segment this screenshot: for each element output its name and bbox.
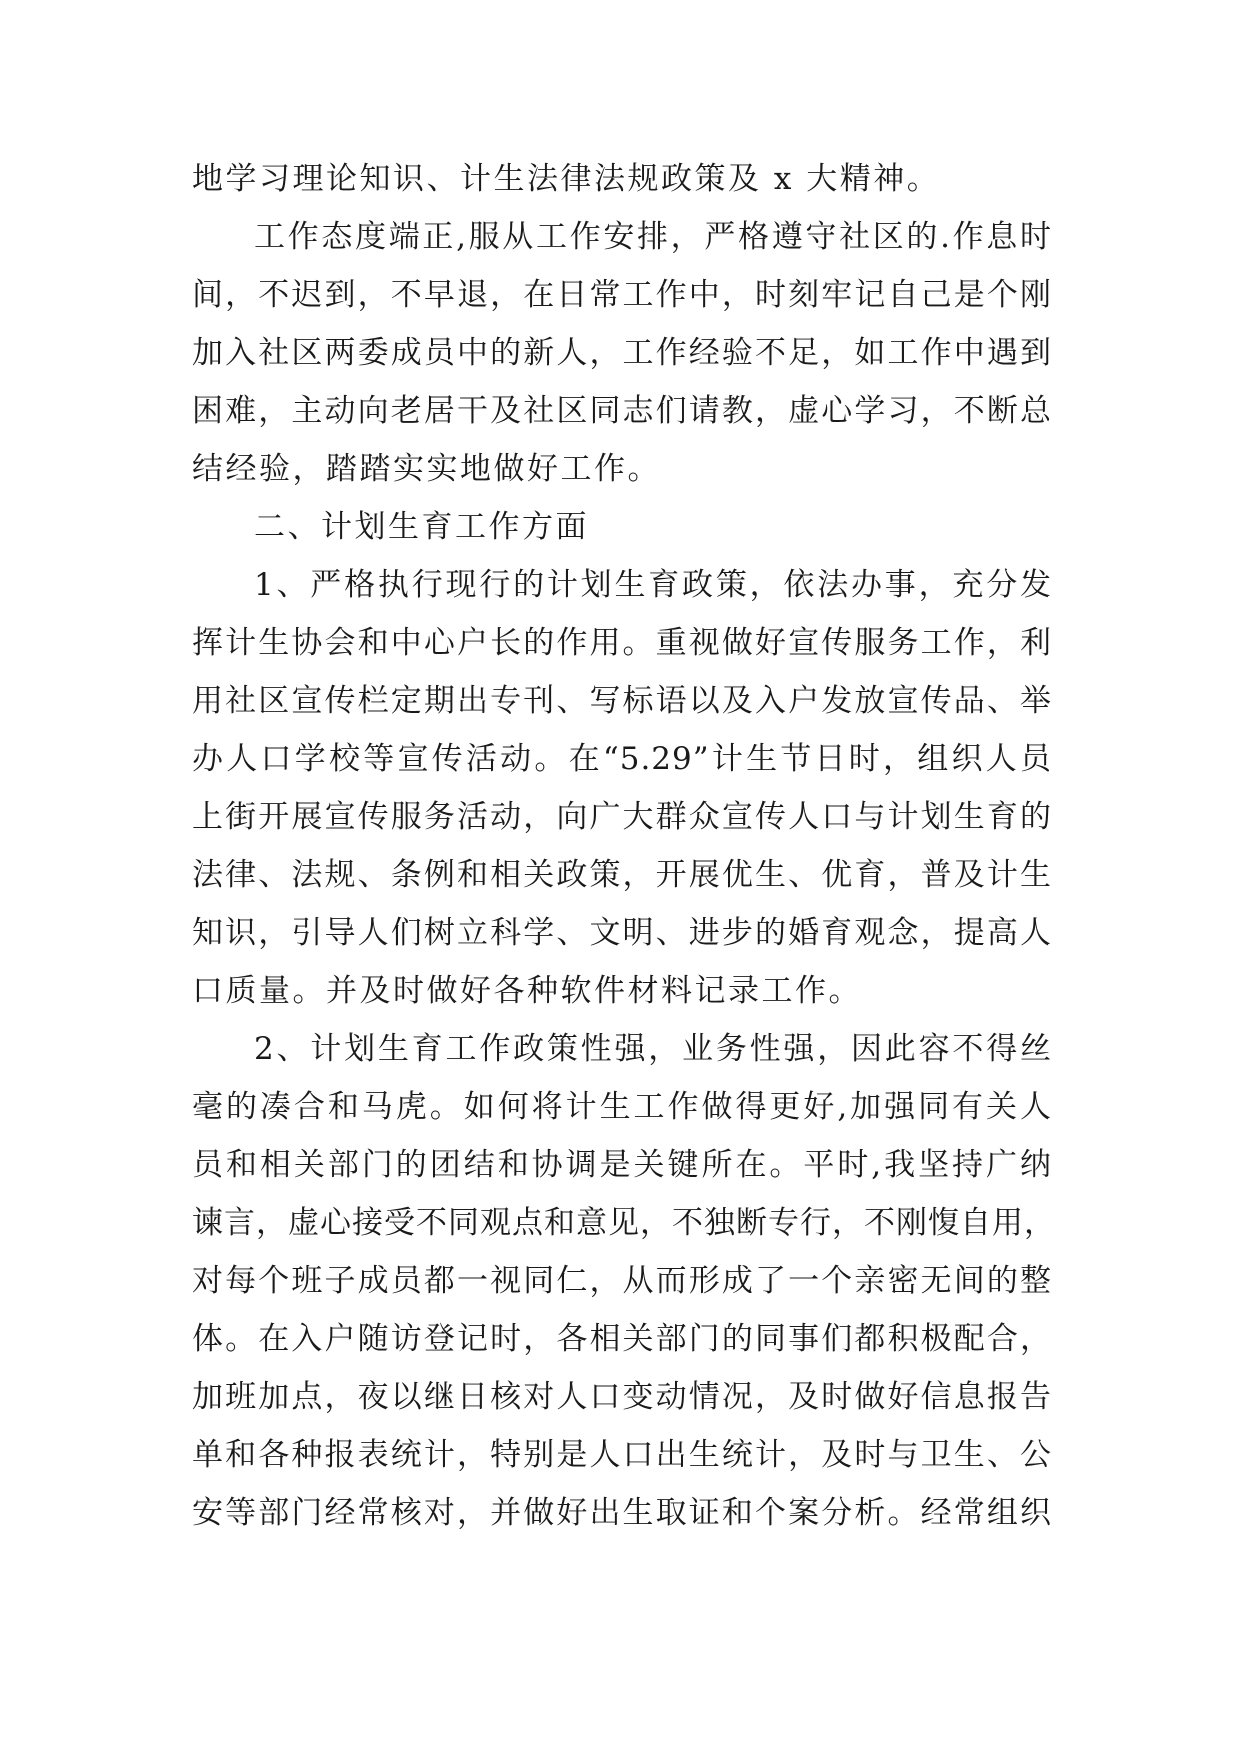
paragraph-line: 间，不迟到，不早退，在日常工作中，时刻牢记自己是个刚 [192,277,1052,313]
paragraph-line: 挥计生协会和中心户长的作用。重视做好宣传服务工作，利 [192,625,1052,661]
document-body [192,150,1056,1542]
paragraph-line: 口质量。并及时做好各种软件材料记录工作。 [192,973,862,1009]
paragraph-line: 加入社区两委成员中的新人，工作经验不足，如工作中遇到 [192,335,1052,371]
paragraph-line: 知识，引导人们树立科学、文明、进步的婚育观念，提高人 [192,915,1052,951]
paragraph-line: 2、计划生育工作政策性强，业务性强，因此容不得丝 [254,1031,1052,1067]
paragraph-line: 加班加点，夜以继日核对人口变动情况，及时做好信息报告 [192,1379,1052,1415]
paragraph-line: 结经验，踏踏实实地做好工作。 [192,451,661,487]
paragraph-line: 毫的凑合和马虎。如何将计生工作做得更好,加强同有关人 [192,1089,1052,1125]
paragraph-line: 用社区宣传栏定期出专刊、写标语以及入户发放宣传品、举 [192,683,1052,719]
paragraph-line: 地学习理论知识、计生法律法规政策及 x 大精神。 [192,161,941,197]
paragraph-line: 法律、法规、条例和相关政策，开展优生、优育，普及计生 [192,857,1052,893]
paragraph-line: 困难，主动向老居干及社区同志们请教，虚心学习，不断总 [192,393,1052,429]
paragraph-line: 安等部门经常核对，并做好出生取证和个案分析。经常组织 [192,1495,1052,1531]
paragraph-line: 谏言，虚心接受不同观点和意见，不独断专行，不刚愎自用， [192,1205,1056,1241]
paragraph-line: 体。在入户随访登记时，各相关部门的同事们都积极配合， [192,1321,1052,1357]
paragraph-line: 对每个班子成员都一视同仁，从而形成了一个亲密无间的整 [192,1263,1052,1299]
paragraph-line: 办人口学校等宣传活动。在“5.29”计生节日时，组织人员 [192,741,1052,777]
section-heading: 二、计划生育工作方面 [254,509,589,545]
paragraph-line: 员和相关部门的团结和协调是关键所在。平时,我坚持广纳 [192,1147,1052,1183]
paragraph-line: 单和各种报表统计，特别是人口出生统计，及时与卫生、公 [192,1437,1052,1473]
paragraph-line: 1、严格执行现行的计划生育政策，依法办事，充分发 [254,567,1052,603]
paragraph-line: 上街开展宣传服务活动，向广大群众宣传人口与计划生育的 [192,799,1052,835]
paragraph-line: 工作态度端正,服从工作安排，严格遵守社区的.作息时 [254,219,1052,255]
